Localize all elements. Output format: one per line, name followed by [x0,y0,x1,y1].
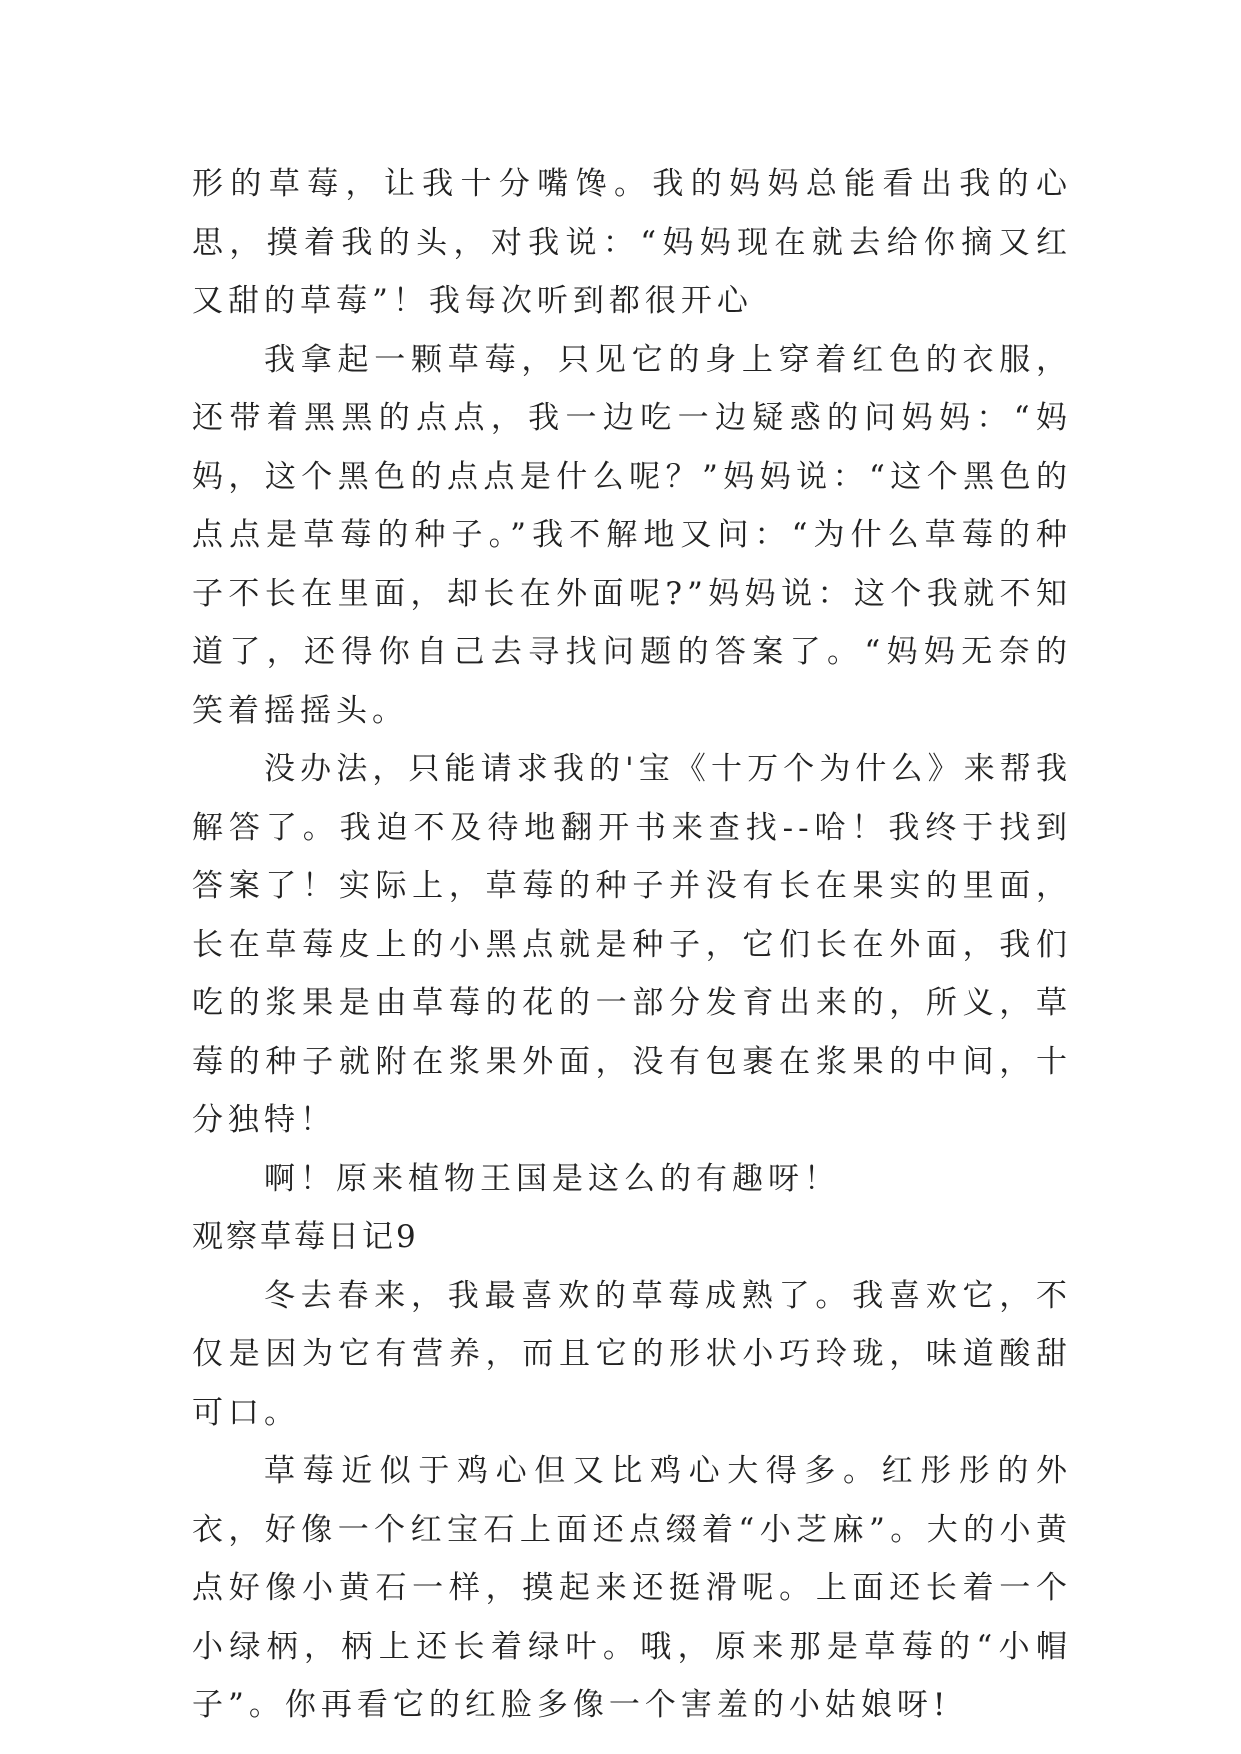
paragraph-4: 啊！原来植物王国是这么的有趣呀！ [264,1160,840,1197]
paragraph-6: 草莓近似于鸡心但又比鸡心大得多。红彤彤的外衣，好像一个红宝石上面还点缀着“小芝麻”。大的小黄点好像小黄石一样，摸起来还挺滑呢。上面还长着一个小绿柄，柄上还长着绿叶。哦，原来那是草莓的“小帽子”。你再看它的红脸多像一个害羞的小姑娘呀! [192,1453,1072,1723]
document-body [192,155,1072,1735]
paragraph-1: 形的草莓，让我十分嘴馋。我的妈妈总能看出我的心思，摸着我的头，对我说：“妈妈现在就去给你摘又红又甜的草莓”！我每次听到都很开心 [192,166,1072,319]
section-heading: 观察草莓日记9 [192,1219,419,1255]
paragraph-3: 没办法，只能请求我的'宝《十万个为什么》来帮我解答了。我迫不及待地翻开书来查找--哈！我终于找到答案了！实际上，草莓的种子并没有长在果实的里面，长在草莓皮上的小黑点就是种子，它们长在外面，我们吃的浆果是由草莓的花的一部分发育出来的，所义，草莓的种子就附在浆果外面，没有包裹在浆果的中间，十分独特！ [192,751,1072,1138]
paragraph-5: 冬去春来，我最喜欢的草莓成熟了。我喜欢它，不仅是因为它有营养，而且它的形状小巧玲珑，味道酸甜可口。 [192,1277,1072,1431]
paragraph-2: 我拿起一颗草莓，只见它的身上穿着红色的衣服，还带着黑黑的点点，我一边吃一边疑惑的问妈妈：“妈妈，这个黑色的点点是什么呢？”妈妈说：“这个黑色的点点是草莓的种子。”我不解地又问：“为什么草莓的种子不长在里面，却长在外面呢?”妈妈说：这个我就不知道了，还得你自己去寻找问题的答案了。“妈妈无奈的笑着摇摇头。 [192,341,1072,729]
